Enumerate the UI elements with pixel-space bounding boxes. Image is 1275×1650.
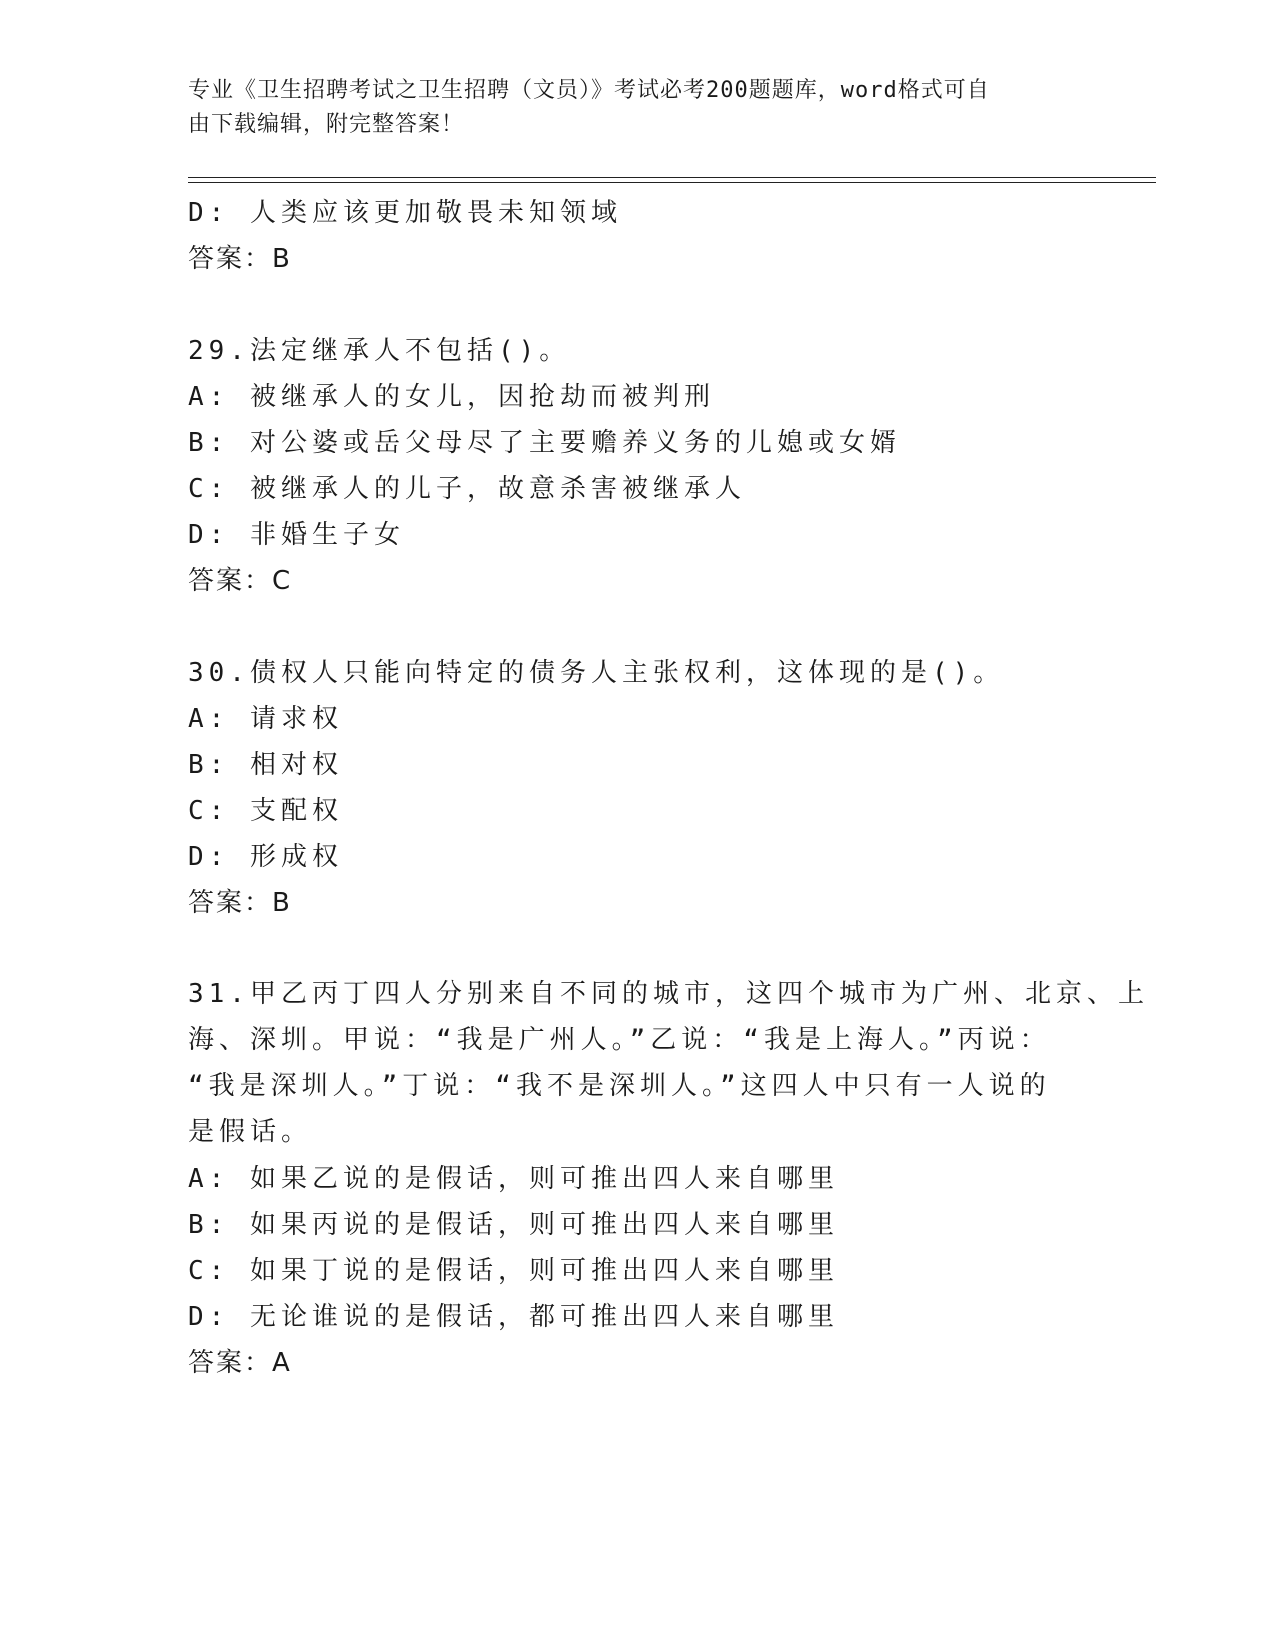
question-stem-line: “我是深圳人。”丁说：“我不是深圳人。”这四人中只有一人说的 xyxy=(188,1071,1051,1101)
answer: 答案：A xyxy=(188,1348,292,1378)
spacer xyxy=(188,926,1088,972)
option-a: A: 请求权 xyxy=(188,704,343,734)
option-a: A: 被继承人的女儿，因抢劫而被判刑 xyxy=(188,382,715,412)
question-stem-line: 31.甲乙丙丁四人分别来自不同的城市，这四个城市为广州、北京、上 xyxy=(188,979,1149,1009)
q28-answer: 答案：B xyxy=(188,244,292,274)
answer: 答案：C xyxy=(188,566,293,596)
option-d: D: 无论谁说的是假话，都可推出四人来自哪里 xyxy=(188,1302,839,1332)
answer: 答案：B xyxy=(188,888,292,918)
question-29 xyxy=(188,328,1088,604)
header-line-2: 由下载编辑，附完整答案！ xyxy=(188,112,465,137)
option-d: D: 形成权 xyxy=(188,842,343,872)
q28-option-d: D: 人类应该更加敬畏未知领域 xyxy=(188,198,622,228)
option-b: B: 相对权 xyxy=(188,750,343,780)
question-stem-line: 海、深圳。甲说：“我是广州人。”乙说：“我是上海人。”丙说： xyxy=(188,1025,1051,1055)
header-divider-top xyxy=(188,177,1156,178)
spacer xyxy=(188,604,1088,650)
option-a: A: 如果乙说的是假话，则可推出四人来自哪里 xyxy=(188,1164,839,1194)
question-stem: 30.债权人只能向特定的债务人主张权利，这体现的是()。 xyxy=(188,658,1005,688)
option-c: C: 被继承人的儿子，故意杀害被继承人 xyxy=(188,474,746,504)
question-list xyxy=(188,190,1149,1386)
question-31 xyxy=(188,972,1149,1386)
question-30 xyxy=(188,650,1088,926)
option-b: B: 对公婆或岳父母尽了主要赡养义务的儿媳或女婿 xyxy=(188,428,901,458)
option-c: C: 如果丁说的是假话，则可推出四人来自哪里 xyxy=(188,1256,839,1286)
option-d: D: 非婚生子女 xyxy=(188,520,405,550)
header-divider-bottom xyxy=(188,182,1156,183)
header-line-1: 专业《卫生招聘考试之卫生招聘（文员）》考试必考200题题库，word格式可自 xyxy=(188,78,990,103)
document-header xyxy=(188,74,1068,142)
option-b: B: 如果丙说的是假话，则可推出四人来自哪里 xyxy=(188,1210,839,1240)
spacer xyxy=(188,282,1088,328)
option-c: C: 支配权 xyxy=(188,796,343,826)
question-stem-line: 是假话。 xyxy=(188,1117,313,1147)
question-stem: 29.法定继承人不包括()。 xyxy=(188,336,571,366)
